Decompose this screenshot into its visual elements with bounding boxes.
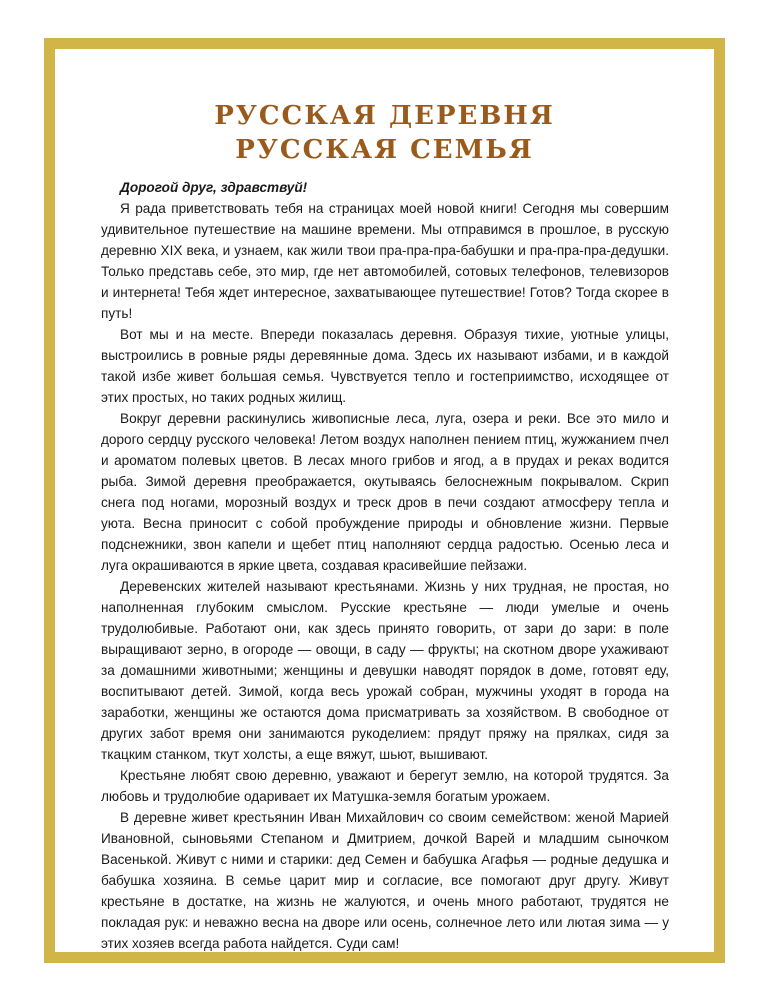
paragraph-3: Вокруг деревни раскинулись живописные леса, луга, озера и реки. Все это мило и дорого сердцу русского человека! Летом воздух наполнен пением птиц, жужжанием пчел и ароматом полевых цветов. В лесах много грибов и ягод, а в прудах и реках водится рыба. Зимой деревня преображается, окутываясь белоснежным покрывалом. Скрип снега под ногами, морозный воздух и треск дров в печи создают атмосферу тепла и уюта. Весна приносит с собой пробуждение природы и обновление жизни. Первые подснежники, звон капели и щебет птиц наполняют сердца радостью. Осенью леса и луга окрашиваются в яркие цвета, создавая красивейшие пейзажи. [101, 411, 669, 573]
paragraph-2: Вот мы и на месте. Впереди показалась деревня. Образуя тихие, уютные улицы, выстроились в ровные ряды деревянные дома. Здесь их называют избами, и в каждой такой избе живет большая семья. Чувствуется тепло и гостеприимство, исходящее от этих простых, но таких родных жилищ. [101, 327, 669, 405]
paragraph-5: Крестьяне любят свою деревню, уважают и берегут землю, на которой трудятся. За любовь и трудолюбие одаривает их Матушка-земля богатым урожаем. [101, 768, 669, 804]
greeting: Дорогой друг, здравствуй! [120, 180, 308, 195]
paragraph-4: Деревенских жителей называют крестьянами. Жизнь у них трудная, не простая, но наполненная глубоким смыслом. Русские крестьяне — люди умелые и очень трудолюбивые. Работают они, как здесь принято говорить, от зари до зари: в поле выращивают зерно, в огороде — овощи, в саду — фрукты; на скотном дворе ухаживают за домашними животными; женщины и девушки наводят порядок в доме, готовят еду, воспитывают детей. Зимой, когда весь урожай собран, мужчины уходят в города на заработки, женщины же остаются дома присматривать за хозяйством. В свободное от других забот время они занимаются рукоделием: прядут пряжу на прялках, сидя за ткацким станком, ткут холсты, а еще вяжут, шьют, вышивают. [101, 579, 669, 762]
page-frame [44, 38, 725, 963]
paragraph-1: Я рада приветствовать тебя на страницах моей новой книги! Сегодня мы совершим удивительное путешествие на машине времени. Мы отправимся в прошлое, в русскую деревню XIX века, и узнаем, как жили твои пра-пра-пра-бабушки и пра-пра-пра-дедушки. Только представь себе, это мир, где нет автомобилей, сотовых телефонов, телевизоров и интернета! Тебя ждет интересное, захватывающее путешествие! Готов? Тогда скорее в путь! [101, 201, 669, 321]
title-line-1: РУССКАЯ ДЕРЕВНЯ [214, 101, 555, 131]
paragraph-6: В деревне живет крестьянин Иван Михайлович со своим семейством: женой Марией Ивановной, сыновьями Степаном и Дмитрием, дочкой Варей и младшим сыночком Васенькой. Живут с ними и старики: дед Семен и бабушка Агафья — родные дедушка и бабушка хозяина. В семье царит мир и согласие, все помогают друг другу. Живут крестьяне в достатке, на жизнь не жалуются, и очень много работают, трудятся не покладая рук: и неважно весна на дворе или осень, солнечное лето или лютая зима — у этих хозяев всегда работа найдется. Суди сам! [101, 810, 669, 951]
body-text [101, 177, 669, 954]
title-line-2: РУССКАЯ СЕМЬЯ [235, 135, 534, 165]
page-title [55, 99, 714, 167]
